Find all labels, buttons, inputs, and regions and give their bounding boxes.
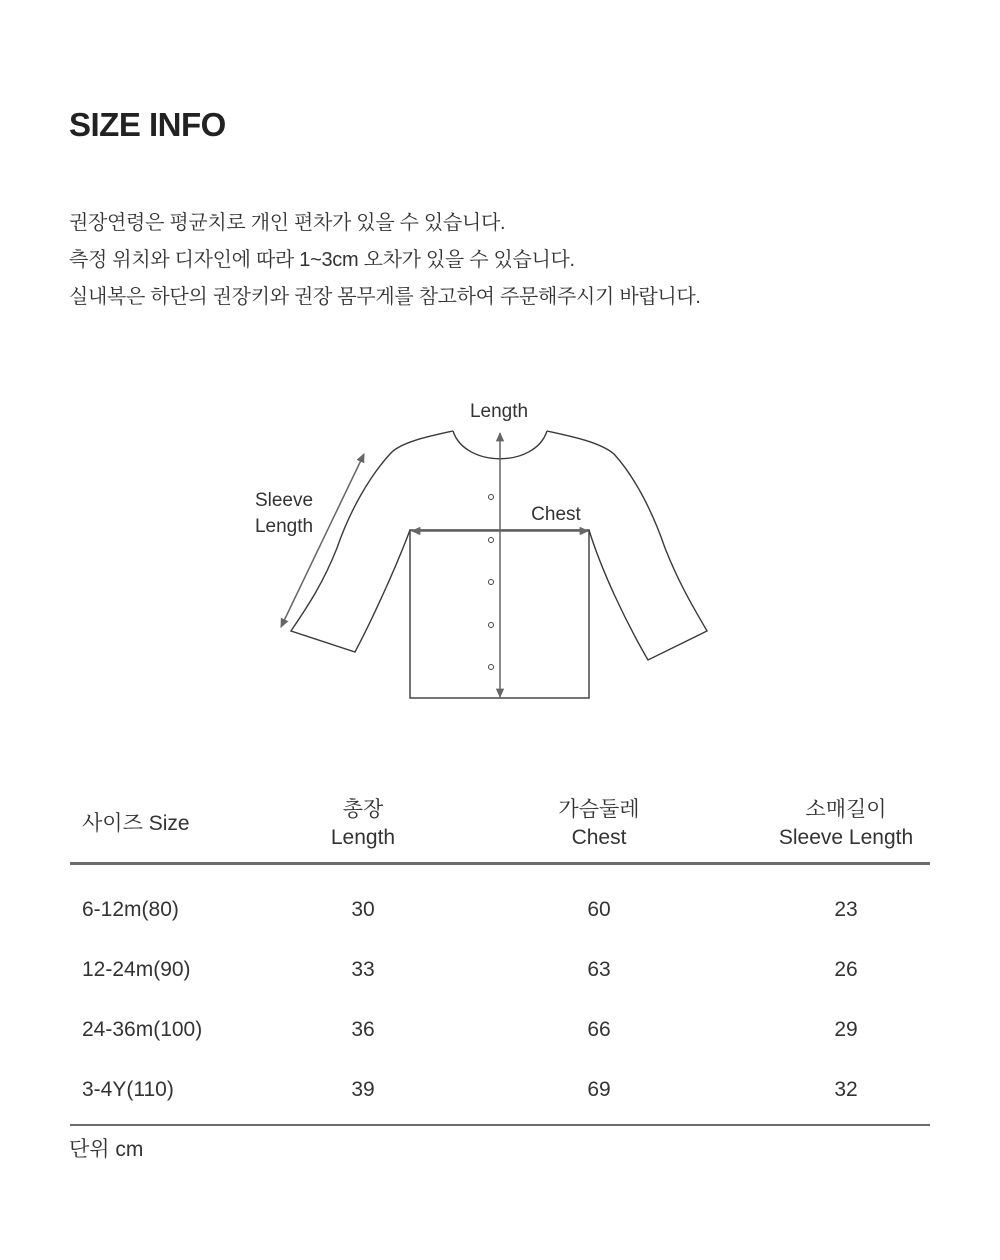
table-body [70,865,930,1126]
cell-length: 33 [351,958,375,981]
cell-chest: 66 [587,1018,611,1041]
header-sleeve-length: 소매길이 Sleeve Length [778,798,914,849]
note-line: 측정 위치와 디자인에 따라 1~3cm 오차가 있을 수 있습니다. [69,249,575,271]
sleeve-label: Length [254,516,314,537]
cell-length: 36 [351,1018,375,1041]
cell-chest: 63 [587,958,611,981]
cell-size: 3-4Y(110) [82,1078,174,1101]
cell-sleeve: 29 [834,1018,858,1041]
cell-sleeve: 23 [834,898,858,921]
cell-sleeve: 32 [834,1078,858,1101]
header-chest: 가슴둘레 Chest [558,798,640,849]
cell-chest: 60 [587,898,611,921]
table-row [70,880,930,940]
cell-size: 6-12m(80) [82,898,179,921]
button-dots [489,495,494,670]
page-title: SIZE INFO [69,106,226,143]
cell-length: 30 [351,898,375,921]
table-row [70,1060,930,1120]
cell-length: 39 [351,1078,375,1101]
cell-chest: 69 [587,1078,611,1101]
sleeve-length-arrow [281,454,364,627]
chest-label: Chest [531,504,581,525]
unit-note: 단위 cm [69,1138,144,1161]
header-length: 총장 Length [330,798,396,849]
table-row [70,940,930,1000]
cell-size: 12-24m(90) [82,958,191,981]
table-row [70,1000,930,1060]
note-line: 권장연령은 평균치로 개인 편차가 있을 수 있습니다. [69,212,506,234]
header-size: 사이즈 Size [82,812,190,835]
size-table [70,786,930,1126]
sleeve-label: Sleeve [254,490,314,511]
table-header [70,786,930,865]
garment-outline [291,431,707,698]
cell-size: 24-36m(100) [82,1018,203,1041]
cell-sleeve: 26 [834,958,858,981]
note-line: 실내복은 하단의 권장키와 권장 몸무게를 참고하여 주문해주시기 바랍니다. [69,286,701,308]
length-label: Length [469,401,529,422]
